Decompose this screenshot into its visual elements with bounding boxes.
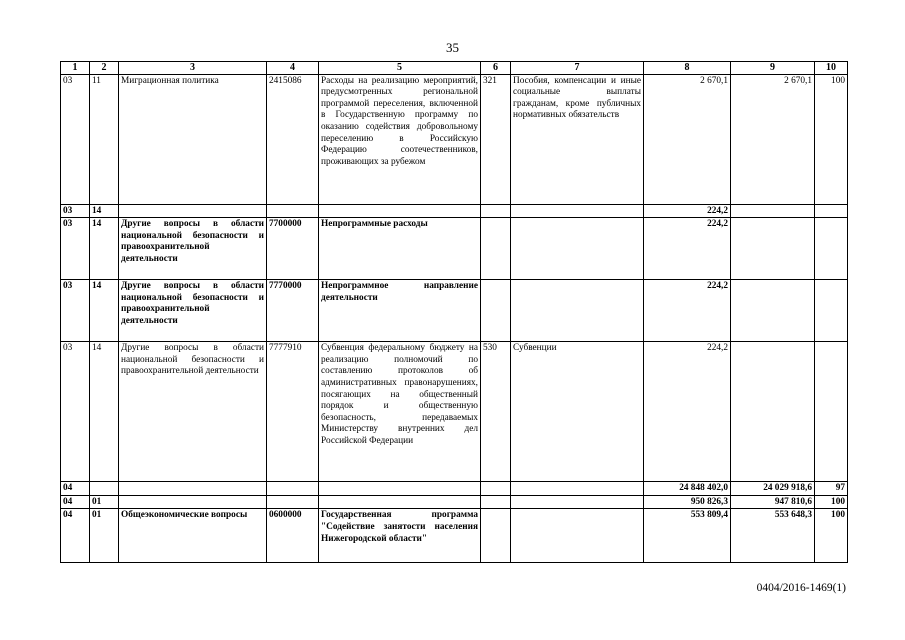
execution-percent: 100	[815, 495, 848, 509]
table-row	[61, 342, 848, 482]
table-row	[61, 280, 848, 342]
expense-type-code	[481, 218, 511, 280]
subsection-code: 14	[90, 280, 119, 342]
target-article-code	[267, 204, 319, 218]
subsection-name: Миграционная политика	[119, 74, 267, 204]
planned-amount: 2 670,1	[644, 74, 731, 204]
expense-type-code: 530	[481, 342, 511, 482]
subsection-name: Другие вопросы в области национальной безопасности и правоохранительной деятельности	[119, 342, 267, 482]
expense-type-code	[481, 482, 511, 496]
expense-type-code	[481, 280, 511, 342]
target-article-name: Расходы на реализацию мероприятий, предусмотренных региональной программой переселения, включенной в Государственную программу по оказанию содействия добровольному переселению в Российскую Федерацию соотечественников, проживающих за рубежом	[319, 74, 481, 204]
execution-percent	[815, 342, 848, 482]
target-article-code	[267, 482, 319, 496]
target-article-code: 7777910	[267, 342, 319, 482]
target-article-name	[319, 495, 481, 509]
actual-amount: 947 810,6	[731, 495, 815, 509]
subsection-code: 14	[90, 218, 119, 280]
target-article-code: 7700000	[267, 218, 319, 280]
target-article-code: 7770000	[267, 280, 319, 342]
target-article-name: Субвенция федеральному бюджету на реализацию полномочий по составлению протоколов об административных правонарушениях, посягающих на общественный порядок и общественную безопасность, передаваемых Министерству внутренних дел Российской Федерации	[319, 342, 481, 482]
subsection-code: 11	[90, 74, 119, 204]
expense-type-code	[481, 495, 511, 509]
subsection-name: Общеэкономические вопросы	[119, 509, 267, 563]
target-article-code: 2415086	[267, 74, 319, 204]
actual-amount	[731, 342, 815, 482]
expense-type-code	[481, 204, 511, 218]
table-row	[61, 509, 848, 563]
expense-type-name	[511, 280, 644, 342]
target-article-name: Непрограммное направление деятельности	[319, 280, 481, 342]
target-article-name: Государственная программа "Содействие занятости населения Нижегородской области"	[319, 509, 481, 563]
subsection-code: 01	[90, 509, 119, 563]
section-code: 03	[61, 218, 90, 280]
subsection-code	[90, 482, 119, 496]
actual-amount: 2 670,1	[731, 74, 815, 204]
execution-percent: 100	[815, 509, 848, 563]
subsection-name	[119, 204, 267, 218]
table-row	[61, 204, 848, 218]
subsection-name: Другие вопросы в области национальной безопасности и правоохранительной деятельности	[119, 218, 267, 280]
actual-amount	[731, 204, 815, 218]
execution-percent	[815, 204, 848, 218]
column-header: 8	[644, 62, 731, 75]
expense-type-name	[511, 495, 644, 509]
subsection-name	[119, 482, 267, 496]
target-article-name	[319, 482, 481, 496]
table-row	[61, 74, 848, 204]
subsection-name	[119, 495, 267, 509]
column-header: 6	[481, 62, 511, 75]
execution-percent: 97	[815, 482, 848, 496]
subsection-name: Другие вопросы в области национальной безопасности и правоохранительной деятельности	[119, 280, 267, 342]
planned-amount: 24 848 402,0	[644, 482, 731, 496]
section-code: 03	[61, 74, 90, 204]
column-header: 9	[731, 62, 815, 75]
planned-amount: 553 809,4	[644, 509, 731, 563]
expense-type-name	[511, 204, 644, 218]
actual-amount	[731, 280, 815, 342]
expense-type-code: 321	[481, 74, 511, 204]
execution-percent	[815, 280, 848, 342]
column-header: 10	[815, 62, 848, 75]
planned-amount: 224,2	[644, 204, 731, 218]
budget-table	[60, 61, 848, 563]
column-header: 5	[319, 62, 481, 75]
execution-percent	[815, 218, 848, 280]
execution-percent: 100	[815, 74, 848, 204]
actual-amount: 553 648,3	[731, 509, 815, 563]
planned-amount: 224,2	[644, 218, 731, 280]
header-row	[61, 62, 848, 75]
table-row	[61, 482, 848, 496]
planned-amount: 950 826,3	[644, 495, 731, 509]
actual-amount: 24 029 918,6	[731, 482, 815, 496]
expense-type-code	[481, 509, 511, 563]
subsection-code: 14	[90, 204, 119, 218]
column-header: 3	[119, 62, 267, 75]
section-code: 03	[61, 342, 90, 482]
expense-type-name: Пособия, компенсации и иные социальные выплаты гражданам, кроме публичных нормативных обязательств	[511, 74, 644, 204]
column-header: 1	[61, 62, 90, 75]
planned-amount: 224,2	[644, 280, 731, 342]
expense-type-name	[511, 218, 644, 280]
section-code: 04	[61, 482, 90, 496]
column-header: 2	[90, 62, 119, 75]
section-code: 03	[61, 280, 90, 342]
subsection-code: 14	[90, 342, 119, 482]
table-row	[61, 495, 848, 509]
table-row	[61, 218, 848, 280]
target-article-name	[319, 204, 481, 218]
column-header: 7	[511, 62, 644, 75]
document-code: 0404/2016-1469(1)	[756, 582, 846, 594]
target-article-name: Непрограммные расходы	[319, 218, 481, 280]
section-code: 04	[61, 509, 90, 563]
column-header: 4	[267, 62, 319, 75]
target-article-code	[267, 495, 319, 509]
section-code: 04	[61, 495, 90, 509]
target-article-code: 0600000	[267, 509, 319, 563]
expense-type-name	[511, 509, 644, 563]
section-code: 03	[61, 204, 90, 218]
planned-amount: 224,2	[644, 342, 731, 482]
actual-amount	[731, 218, 815, 280]
subsection-code: 01	[90, 495, 119, 509]
expense-type-name	[511, 482, 644, 496]
expense-type-name: Субвенции	[511, 342, 644, 482]
page-number: 35	[446, 40, 459, 55]
